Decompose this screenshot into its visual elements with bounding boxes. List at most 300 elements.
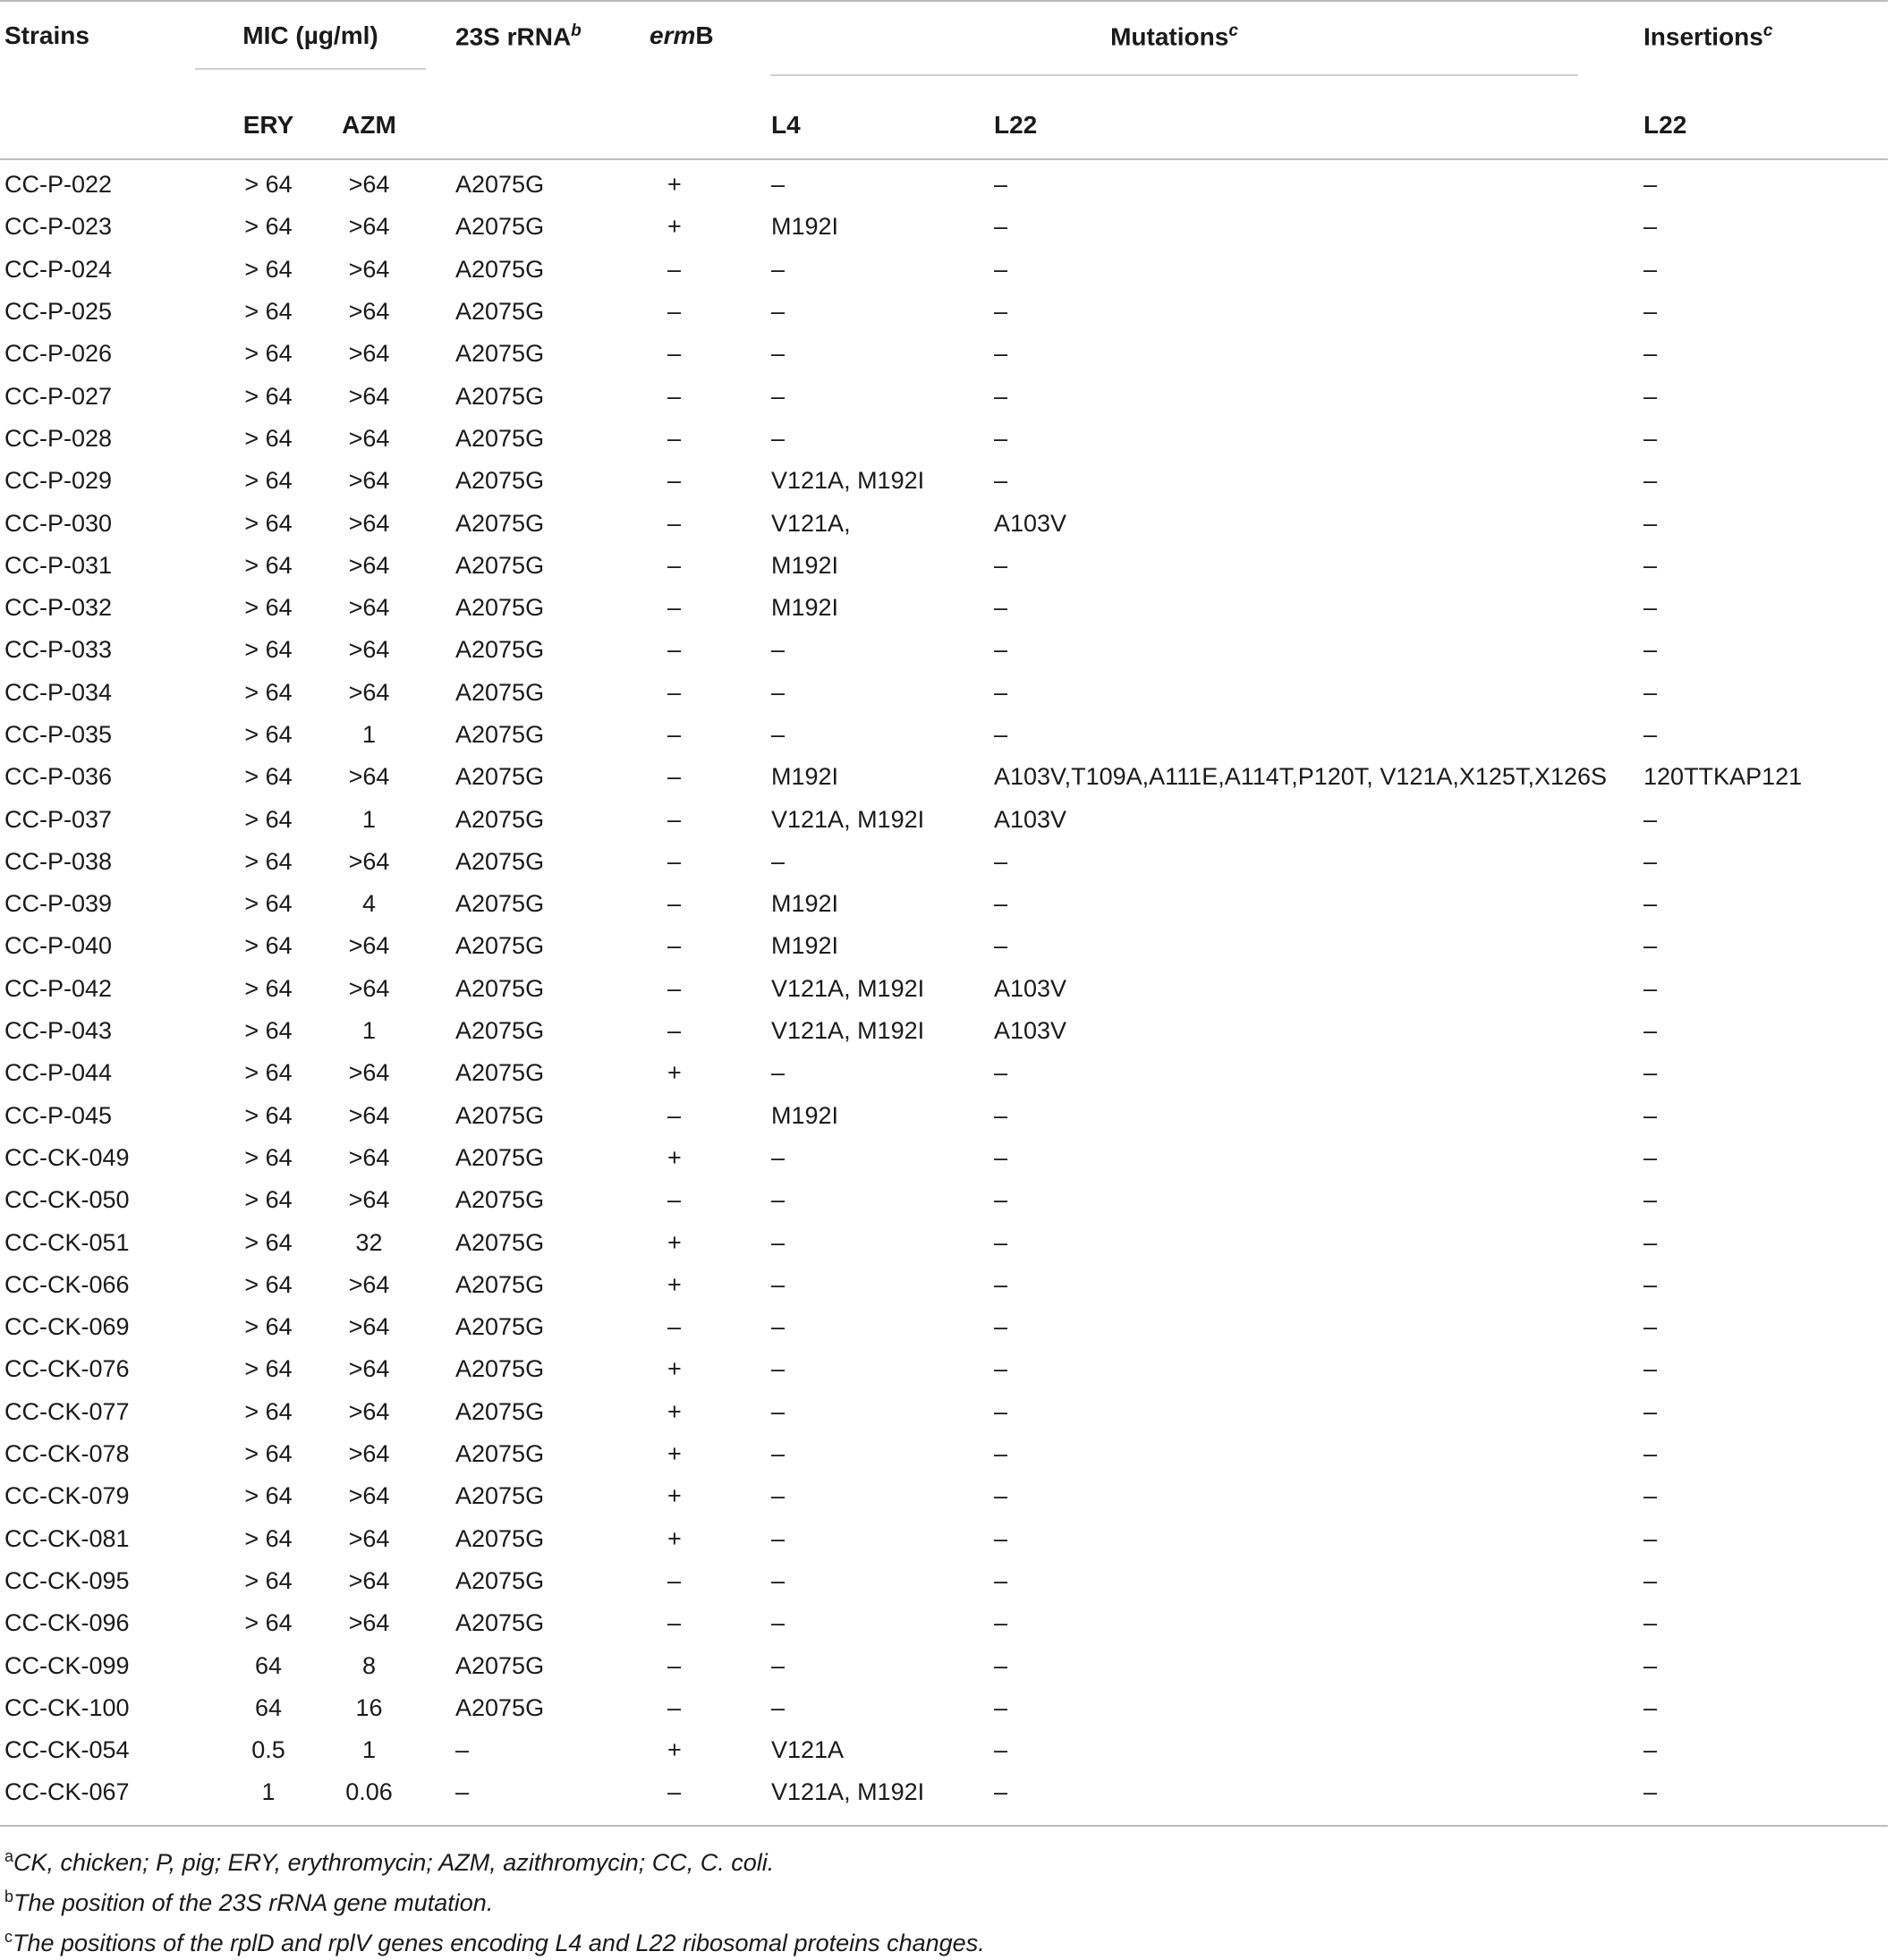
- cell-insertion: –: [1643, 890, 1658, 918]
- cell-strain: CC-P-043: [4, 1017, 113, 1045]
- cell-ery: > 64: [244, 255, 293, 283]
- cell-l22: –: [994, 847, 1008, 875]
- cell-strain: CC-CK-077: [4, 1397, 130, 1425]
- cell-azm: >64: [348, 1186, 390, 1214]
- cell-l4: M192I: [771, 551, 839, 579]
- cell-insertion: –: [1643, 1566, 1658, 1594]
- cell-l4: V121A: [771, 1736, 845, 1764]
- cell-insertion: –: [1643, 1651, 1658, 1679]
- cell-azm: >64: [348, 298, 390, 326]
- cell-ery: > 64: [244, 932, 293, 960]
- cell-ery: > 64: [244, 467, 293, 495]
- table-row: [0, 206, 1888, 248]
- cell-ermb: –: [667, 932, 682, 960]
- cell-ermb: +: [667, 1355, 682, 1383]
- cell-l4: –: [771, 1270, 786, 1298]
- table-row: [0, 756, 1888, 798]
- cell-strain: CC-P-042: [4, 974, 113, 1002]
- cell-ermb: –: [667, 340, 682, 368]
- cell-l4: –: [771, 382, 786, 410]
- cell-l22: –: [994, 1566, 1008, 1594]
- table-row: [0, 1221, 1888, 1263]
- table-row: [0, 1010, 1888, 1052]
- cell-ery: > 64: [244, 1566, 293, 1594]
- cell-strain: CC-CK-049: [4, 1143, 130, 1171]
- table-row: [0, 1771, 1888, 1813]
- cell-strain: CC-P-028: [4, 424, 113, 452]
- cell-23s-rrna: A2075G: [455, 932, 545, 960]
- insertions-header-sup: c: [1762, 21, 1773, 40]
- cell-ermb: –: [667, 974, 682, 1002]
- cell-ery: > 64: [244, 382, 293, 410]
- cell-l4: –: [771, 1228, 786, 1256]
- table-row: [0, 968, 1888, 1010]
- cell-l22: –: [994, 594, 1008, 622]
- cell-insertion: –: [1643, 1017, 1658, 1045]
- cell-insertion: –: [1643, 1101, 1658, 1129]
- footnotes: [0, 1839, 1894, 1960]
- cell-insertion: –: [1643, 1482, 1658, 1510]
- table-row: [0, 1433, 1888, 1475]
- cell-strain: CC-CK-081: [4, 1524, 130, 1552]
- cell-l4: –: [771, 1693, 786, 1721]
- cell-23s-rrna: A2075G: [455, 382, 545, 410]
- cell-insertion: –: [1643, 805, 1658, 833]
- cell-ery: 64: [254, 1693, 283, 1721]
- cell-23s-rrna: –: [455, 1778, 470, 1806]
- cell-ery: > 64: [244, 763, 293, 791]
- cell-azm: >64: [348, 255, 390, 283]
- cell-l22: –: [994, 213, 1008, 241]
- cell-ermb: –: [667, 1186, 682, 1214]
- cell-insertion: –: [1643, 1143, 1658, 1171]
- cell-23s-rrna: A2075G: [455, 1313, 545, 1341]
- cell-ermb: +: [667, 1270, 682, 1298]
- table-row: [0, 883, 1888, 925]
- cell-ery: > 64: [244, 424, 293, 452]
- table-row: [0, 672, 1888, 714]
- cell-l4: –: [771, 1524, 786, 1552]
- cell-strain: CC-P-036: [4, 763, 113, 791]
- table-body: [0, 159, 1888, 1814]
- table-row: [0, 1518, 1888, 1560]
- rrna-header-sup: b: [571, 21, 582, 40]
- cell-ermb: –: [667, 763, 682, 791]
- cell-strain: CC-P-038: [4, 847, 113, 875]
- cell-strain: CC-P-027: [4, 382, 113, 410]
- cell-l22: –: [994, 1693, 1008, 1721]
- cell-insertion: –: [1643, 551, 1658, 579]
- cell-azm: >64: [348, 382, 390, 410]
- cell-l4: M192I: [771, 932, 839, 960]
- cell-azm: >64: [348, 1397, 390, 1425]
- cell-insertion: –: [1643, 382, 1658, 410]
- cell-ermb: –: [667, 890, 682, 918]
- cell-strain: CC-P-039: [4, 890, 113, 918]
- cell-azm: 8: [361, 1651, 377, 1679]
- cell-azm: >64: [348, 1609, 390, 1637]
- cell-insertion: –: [1643, 932, 1658, 960]
- cell-insertion: –: [1643, 974, 1658, 1002]
- cell-l4: V121A,: [771, 509, 851, 537]
- cell-insertion: –: [1643, 1440, 1658, 1468]
- cell-23s-rrna: A2075G: [455, 424, 545, 452]
- cell-insertion: –: [1643, 1524, 1658, 1552]
- cell-insertion: –: [1643, 1778, 1658, 1806]
- cell-l22: –: [994, 382, 1008, 410]
- cell-ery: 1: [261, 1778, 276, 1806]
- cell-23s-rrna: A2075G: [455, 678, 545, 706]
- table-row: [0, 1306, 1888, 1348]
- cell-l4: –: [771, 1440, 786, 1468]
- cell-ermb: –: [667, 1566, 682, 1594]
- cell-strain: CC-CK-078: [4, 1440, 130, 1468]
- cell-l22: A103V,T109A,A111E,A114T,P120T, V121A,X125T,X126S: [994, 763, 1608, 791]
- table-row: [0, 159, 1888, 206]
- cell-strain: CC-P-037: [4, 805, 113, 833]
- cell-l4: –: [771, 847, 786, 875]
- cell-ermb: –: [667, 1778, 682, 1806]
- cell-azm: >64: [348, 1440, 390, 1468]
- cell-ery: > 64: [244, 594, 293, 622]
- cell-azm: >64: [348, 1355, 390, 1383]
- cell-azm: >64: [348, 1270, 390, 1298]
- col-ins-l22: L22: [1643, 110, 1687, 139]
- cell-l22: A103V: [994, 1017, 1067, 1045]
- footnote-text: The position of the 23S rRNA gene mutation.: [13, 1888, 494, 1916]
- footnote: [4, 1839, 1894, 1879]
- cell-azm: >64: [348, 1143, 390, 1171]
- cell-23s-rrna: A2075G: [455, 636, 545, 664]
- cell-l4: –: [771, 678, 786, 706]
- cell-23s-rrna: A2075G: [455, 1228, 545, 1256]
- cell-l4: V121A, M192I: [771, 805, 925, 833]
- cell-insertion: 120TTKAP121: [1643, 763, 1803, 791]
- cell-strain: CC-CK-069: [4, 1313, 130, 1341]
- cell-l4: –: [771, 1059, 786, 1087]
- cell-insertion: –: [1643, 847, 1658, 875]
- cell-l22: –: [994, 1186, 1008, 1214]
- cell-l22: –: [994, 1482, 1008, 1510]
- table-row: [0, 629, 1888, 671]
- cell-l22: –: [994, 467, 1008, 495]
- cell-ermb: –: [667, 424, 682, 452]
- cell-ermb: –: [667, 1313, 682, 1341]
- cell-l22: –: [994, 1397, 1008, 1425]
- table-row: [0, 1348, 1888, 1390]
- cell-l22: –: [994, 1101, 1008, 1129]
- cell-ermb: –: [667, 1651, 682, 1679]
- col-mutations: [766, 1, 1603, 91]
- cell-l22: –: [994, 1355, 1008, 1383]
- cell-ermb: –: [667, 721, 682, 748]
- cell-ery: > 64: [244, 1355, 293, 1383]
- cell-23s-rrna: A2075G: [455, 298, 545, 326]
- cell-azm: 4: [361, 890, 377, 918]
- cell-ery: > 64: [244, 1524, 293, 1552]
- cell-l22: –: [994, 424, 1008, 452]
- cell-l4: M192I: [771, 213, 839, 241]
- cell-insertion: –: [1643, 509, 1658, 537]
- footnote: [4, 1879, 1894, 1920]
- cell-azm: >64: [348, 509, 390, 537]
- cell-ery: > 64: [244, 678, 293, 706]
- cell-insertion: –: [1643, 1355, 1658, 1383]
- cell-ery: > 64: [244, 1270, 293, 1298]
- cell-l4: –: [771, 298, 786, 326]
- cell-ery: 0.5: [251, 1736, 285, 1764]
- cell-insertion: –: [1643, 1059, 1658, 1087]
- cell-strain: CC-P-026: [4, 340, 113, 368]
- cell-ermb: –: [667, 594, 682, 622]
- cell-azm: >64: [348, 340, 390, 368]
- cell-l4: –: [771, 1566, 786, 1594]
- cell-strain: CC-P-031: [4, 551, 113, 579]
- table-row: [0, 1560, 1888, 1602]
- cell-azm: >64: [348, 1059, 390, 1087]
- cell-strain: CC-CK-054: [4, 1736, 130, 1764]
- cell-l4: –: [771, 424, 786, 452]
- header-row-1: [0, 1, 1888, 91]
- table-row: [0, 1179, 1888, 1221]
- cell-ermb: –: [667, 636, 682, 664]
- cell-strain: CC-P-044: [4, 1059, 113, 1087]
- cell-l22: –: [994, 171, 1008, 199]
- cell-ery: > 64: [244, 1101, 293, 1129]
- cell-ery: > 64: [244, 636, 293, 664]
- table-footer-rule: [0, 1825, 1888, 1827]
- cell-l4: –: [771, 1355, 786, 1383]
- cell-strain: CC-CK-050: [4, 1186, 130, 1214]
- cell-23s-rrna: –: [455, 1736, 470, 1764]
- cell-ermb: +: [667, 1228, 682, 1256]
- cell-ermb: +: [667, 1397, 682, 1425]
- cell-insertion: –: [1643, 1186, 1658, 1214]
- table-row: [0, 1137, 1888, 1179]
- table-row: [0, 1602, 1888, 1644]
- cell-l22: –: [994, 678, 1008, 706]
- cell-23s-rrna: A2075G: [455, 1609, 545, 1637]
- cell-strain: CC-CK-079: [4, 1482, 130, 1510]
- cell-23s-rrna: A2075G: [455, 974, 545, 1002]
- cell-strain: CC-P-025: [4, 298, 113, 326]
- cell-insertion: –: [1643, 298, 1658, 326]
- cell-23s-rrna: A2075G: [455, 1693, 545, 1721]
- cell-l4: M192I: [771, 890, 839, 918]
- mic-header-label: [195, 21, 426, 70]
- cell-l22: A103V: [994, 805, 1067, 833]
- cell-l4: –: [771, 171, 786, 199]
- cell-l22: –: [994, 932, 1008, 960]
- cell-strain: CC-CK-099: [4, 1651, 130, 1679]
- table-row: [0, 587, 1888, 629]
- cell-insertion: –: [1643, 1609, 1658, 1637]
- cell-azm: >64: [348, 636, 390, 664]
- cell-ermb: +: [667, 1059, 682, 1087]
- cell-23s-rrna: A2075G: [455, 1017, 545, 1045]
- cell-insertion: –: [1643, 213, 1658, 241]
- cell-strain: CC-P-024: [4, 255, 113, 283]
- cell-23s-rrna: A2075G: [455, 847, 545, 875]
- cell-l22: –: [994, 1778, 1008, 1806]
- table-row: [0, 249, 1888, 291]
- cell-23s-rrna: A2075G: [455, 509, 545, 537]
- cell-ermb: –: [667, 1101, 682, 1129]
- cell-ery: > 64: [244, 847, 293, 875]
- cell-23s-rrna: A2075G: [455, 551, 545, 579]
- cell-l22: A103V: [994, 974, 1067, 1002]
- cell-l22: –: [994, 551, 1008, 579]
- cell-strain: CC-P-045: [4, 1101, 113, 1129]
- cell-ermb: +: [667, 1440, 682, 1468]
- cell-ery: > 64: [244, 1186, 293, 1214]
- cell-ery: > 64: [244, 1059, 293, 1087]
- cell-l4: M192I: [771, 594, 839, 622]
- cell-insertion: –: [1643, 340, 1658, 368]
- cell-ery: > 64: [244, 509, 293, 537]
- cell-23s-rrna: A2075G: [455, 1482, 545, 1510]
- cell-23s-rrna: A2075G: [455, 890, 545, 918]
- cell-strain: CC-CK-096: [4, 1609, 130, 1637]
- col-ermb-sub: [614, 91, 766, 159]
- cell-azm: >64: [348, 678, 390, 706]
- cell-insertion: –: [1643, 1693, 1658, 1721]
- cell-insertion: –: [1643, 636, 1658, 664]
- cell-l4: M192I: [771, 763, 839, 791]
- cell-ery: > 64: [244, 974, 293, 1002]
- cell-l22: –: [994, 1143, 1008, 1171]
- cell-azm: >64: [348, 1313, 390, 1341]
- cell-l22: –: [994, 1228, 1008, 1256]
- col-l4: L4: [771, 110, 801, 139]
- table-row: [0, 714, 1888, 756]
- col-strains: Strains: [4, 21, 89, 49]
- cell-ermb: –: [667, 298, 682, 326]
- cell-23s-rrna: A2075G: [455, 1397, 545, 1425]
- cell-strain: CC-P-034: [4, 678, 113, 706]
- cell-ermb: –: [667, 678, 682, 706]
- cell-ery: > 64: [244, 1440, 293, 1468]
- table-row: [0, 1095, 1888, 1137]
- cell-ermb: +: [667, 1736, 682, 1764]
- cell-l4: –: [771, 1609, 786, 1637]
- cell-azm: >64: [348, 974, 390, 1002]
- cell-strain: CC-P-040: [4, 932, 113, 960]
- cell-l22: –: [994, 636, 1008, 664]
- cell-ery: > 64: [244, 1482, 293, 1510]
- col-23s-sub: [437, 91, 614, 159]
- cell-azm: 1: [361, 805, 377, 833]
- col-l22: L22: [994, 110, 1038, 139]
- cell-strain: CC-P-030: [4, 509, 113, 537]
- col-strains-sub: [0, 91, 183, 159]
- cell-ery: > 64: [244, 1228, 293, 1256]
- cell-azm: 1: [361, 1017, 377, 1045]
- cell-azm: >64: [348, 1524, 390, 1552]
- footnote-text: CK, chicken; P, pig; ERY, erythromycin; AZM, azithromycin; CC, C. coli.: [13, 1848, 775, 1876]
- cell-l22: –: [994, 1609, 1008, 1637]
- cell-23s-rrna: A2075G: [455, 1059, 545, 1087]
- cell-ermb: +: [667, 171, 682, 199]
- cell-l22: –: [994, 1440, 1008, 1468]
- cell-insertion: –: [1643, 1228, 1658, 1256]
- mutations-header-sup: c: [1228, 21, 1238, 40]
- table-row: [0, 1391, 1888, 1433]
- cell-l22: –: [994, 1313, 1008, 1341]
- col-mic: [183, 1, 437, 91]
- cell-ermb: –: [667, 509, 682, 537]
- footnote-text: The positions of the rplD and rplV genes encoding L4 and L22 ribosomal proteins changes.: [13, 1929, 985, 1956]
- cell-l4: –: [771, 255, 786, 283]
- cell-strain: CC-CK-095: [4, 1566, 130, 1594]
- cell-l22: –: [994, 1524, 1008, 1552]
- cell-ery: > 64: [244, 1143, 293, 1171]
- table-row: [0, 841, 1888, 883]
- cell-azm: >64: [348, 763, 390, 791]
- cell-strain: CC-CK-076: [4, 1355, 130, 1383]
- cell-ermb: +: [667, 1524, 682, 1552]
- cell-strain: CC-P-029: [4, 467, 113, 495]
- cell-insertion: –: [1643, 424, 1658, 452]
- cell-ermb: +: [667, 1143, 682, 1171]
- cell-ery: > 64: [244, 340, 293, 368]
- cell-23s-rrna: A2075G: [455, 255, 545, 283]
- cell-l4: V121A, M192I: [771, 1017, 925, 1045]
- cell-strain: CC-CK-051: [4, 1228, 130, 1256]
- cell-23s-rrna: A2075G: [455, 340, 545, 368]
- cell-l22: –: [994, 340, 1008, 368]
- cell-23s-rrna: A2075G: [455, 467, 545, 495]
- cell-insertion: –: [1643, 721, 1658, 748]
- cell-ery: > 64: [244, 721, 293, 748]
- cell-ery: 64: [254, 1651, 283, 1679]
- cell-l22: –: [994, 1270, 1008, 1298]
- table-row: [0, 375, 1888, 417]
- cell-azm: >64: [348, 467, 390, 495]
- cell-l22: A103V: [994, 509, 1067, 537]
- cell-l22: –: [994, 721, 1008, 748]
- cell-23s-rrna: A2075G: [455, 1524, 545, 1552]
- cell-insertion: –: [1643, 255, 1658, 283]
- cell-ermb: –: [667, 382, 682, 410]
- cell-23s-rrna: A2075G: [455, 1143, 545, 1171]
- mutations-header-text: Mutations: [1110, 22, 1229, 51]
- cell-azm: >64: [348, 424, 390, 452]
- cell-23s-rrna: A2075G: [455, 1270, 545, 1298]
- cell-l4: –: [771, 636, 786, 664]
- cell-ery: > 64: [244, 298, 293, 326]
- mutations-header-label: [770, 21, 1578, 76]
- header-row-2: [0, 91, 1888, 159]
- cell-l4: –: [771, 1143, 786, 1171]
- cell-ermb: +: [667, 213, 682, 241]
- footnote-marker: c: [4, 1927, 13, 1946]
- footnote-marker: a: [4, 1846, 14, 1865]
- cell-strain: CC-CK-066: [4, 1270, 130, 1298]
- cell-ery: > 64: [244, 1609, 293, 1637]
- table-row: [0, 1475, 1888, 1517]
- cell-azm: >64: [348, 551, 390, 579]
- cell-ermb: –: [667, 255, 682, 283]
- col-23s-rrna: [437, 1, 614, 91]
- table-row: [0, 502, 1888, 544]
- cell-ery: > 64: [244, 1017, 293, 1045]
- cell-23s-rrna: A2075G: [455, 171, 545, 199]
- cell-l22: –: [994, 890, 1008, 918]
- cell-l4: V121A, M192I: [771, 974, 925, 1002]
- table-row: [0, 418, 1888, 460]
- cell-ermb: –: [667, 847, 682, 875]
